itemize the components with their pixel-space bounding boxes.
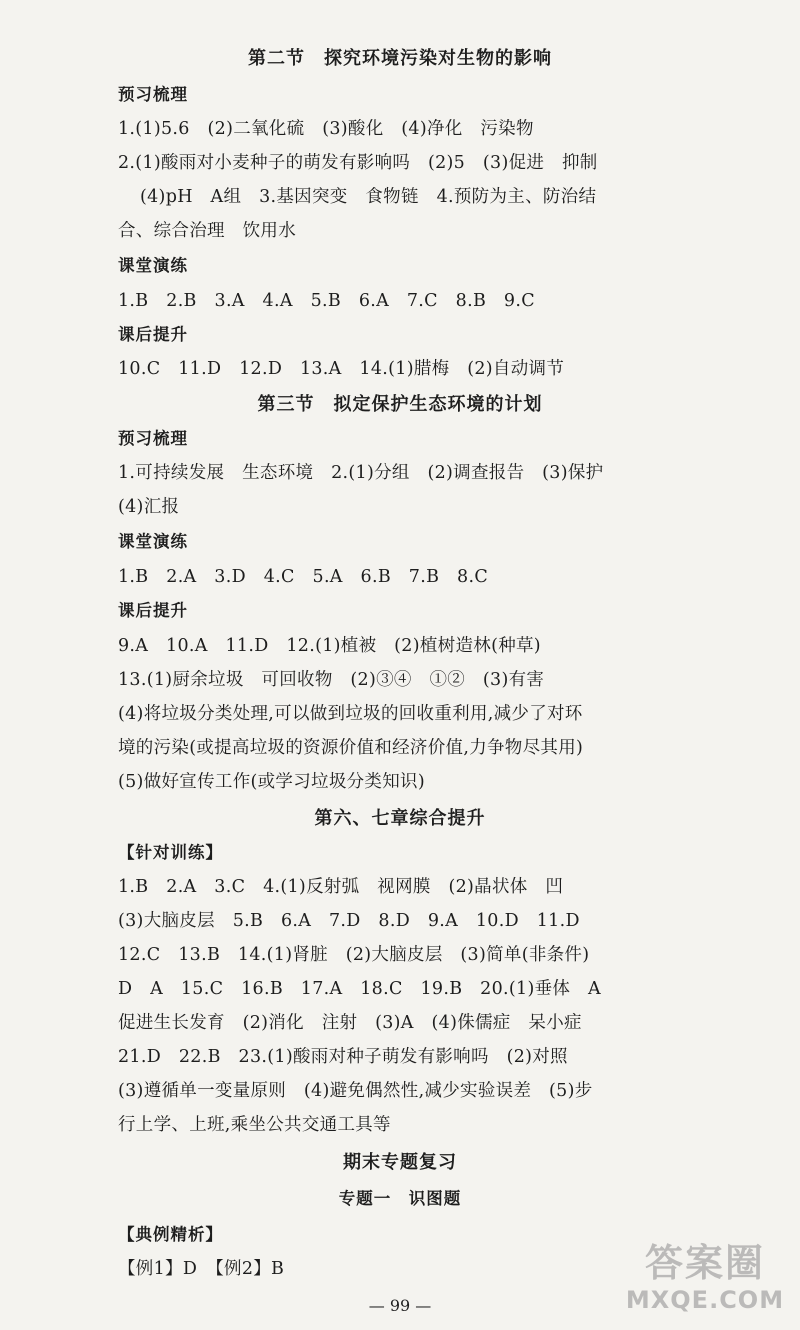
subsection-heading: 课后提升 (118, 601, 188, 620)
subsection-heading: 课堂演练 (118, 256, 188, 275)
answer-line: 促进生长发育 (2)消化 注射 (3)A (4)侏儒症 呆小症 (118, 1013, 582, 1033)
subsection-heading: 【典例精析】 (118, 1225, 223, 1244)
chapter-title: 期末专题复习 (343, 1152, 457, 1173)
answer-line: 1.B 2.A 3.C 4.(1)反射弧 视网膜 (2)晶状体 凹 (118, 877, 564, 897)
answer-line: (3)遵循单一变量原则 (4)避免偶然性,减少实验误差 (5)步 (118, 1081, 593, 1101)
watermark-text-top: 答案圈 (644, 1241, 765, 1285)
topic-title: 专题一 识图题 (338, 1189, 462, 1208)
subsection-heading: 课堂演练 (118, 532, 188, 551)
answer-line: 9.A 10.A 11.D 12.(1)植被 (2)植树造林(种草) (118, 636, 541, 656)
watermark-text-bottom: MXQE.COM (625, 1286, 785, 1314)
answer-line: 1.B 2.A 3.D 4.C 5.A 6.B 7.B 8.C (118, 567, 489, 587)
answer-line: 1.B 2.B 3.A 4.A 5.B 6.A 7.C 8.B 9.C (118, 291, 535, 311)
answer-line: 1.(1)5.6 (2)二氧化硫 (3)酸化 (4)净化 污染物 (118, 119, 534, 139)
answer-line: 10.C 11.D 12.D 13.A 14.(1)腊梅 (2)自动调节 (118, 359, 565, 379)
section-title: 第六、七章综合提升 (314, 808, 486, 829)
subsection-heading: 课后提升 (118, 325, 188, 344)
answer-line: (5)做好宣传工作(或学习垃圾分类知识) (118, 772, 425, 792)
subsection-heading: 【针对训练】 (118, 843, 223, 862)
subsection-heading: 预习梳理 (118, 429, 188, 448)
answer-line: (4)将垃圾分类处理,可以做到垃圾的回收重利用,减少了对环 (118, 704, 583, 724)
section-title: 第二节 探究环境污染对生物的影响 (248, 48, 552, 69)
answer-line: (4)汇报 (118, 497, 180, 517)
answer-line: 【例1】D 【例2】B (118, 1259, 285, 1279)
answer-line: 13.(1)厨余垃圾 可回收物 (2)③④ ①② (3)有害 (118, 670, 545, 690)
answer-line: 12.C 13.B 14.(1)肾脏 (2)大脑皮层 (3)简单(非条件) (118, 945, 590, 965)
watermark-logo (620, 1230, 790, 1326)
subsection-heading: 预习梳理 (118, 85, 188, 104)
answer-line: D A 15.C 16.B 17.A 18.C 19.B 20.(1)垂体 A (118, 979, 601, 999)
answer-line: (4)pH A组 3.基因突变 食物链 4.预防为主、防治结 (140, 187, 597, 207)
answer-line: 境的污染(或提高垃圾的资源价值和经济价值,力争物尽其用) (118, 738, 584, 758)
page-number: — 99 — (368, 1296, 432, 1315)
section-title: 第三节 拟定保护生态环境的计划 (257, 394, 543, 415)
answer-line: 1.可持续发展 生态环境 2.(1)分组 (2)调查报告 (3)保护 (118, 463, 604, 483)
answer-line: 2.(1)酸雨对小麦种子的萌发有影响吗 (2)5 (3)促进 抑制 (118, 153, 598, 173)
answer-line: 行上学、上班,乘坐公共交通工具等 (118, 1115, 391, 1135)
answer-line: 21.D 22.B 23.(1)酸雨对种子萌发有影响吗 (2)对照 (118, 1047, 568, 1067)
answer-line: 合、综合治理 饮用水 (118, 221, 296, 241)
answer-line: (3)大脑皮层 5.B 6.A 7.D 8.D 9.A 10.D 11.D (118, 911, 580, 931)
